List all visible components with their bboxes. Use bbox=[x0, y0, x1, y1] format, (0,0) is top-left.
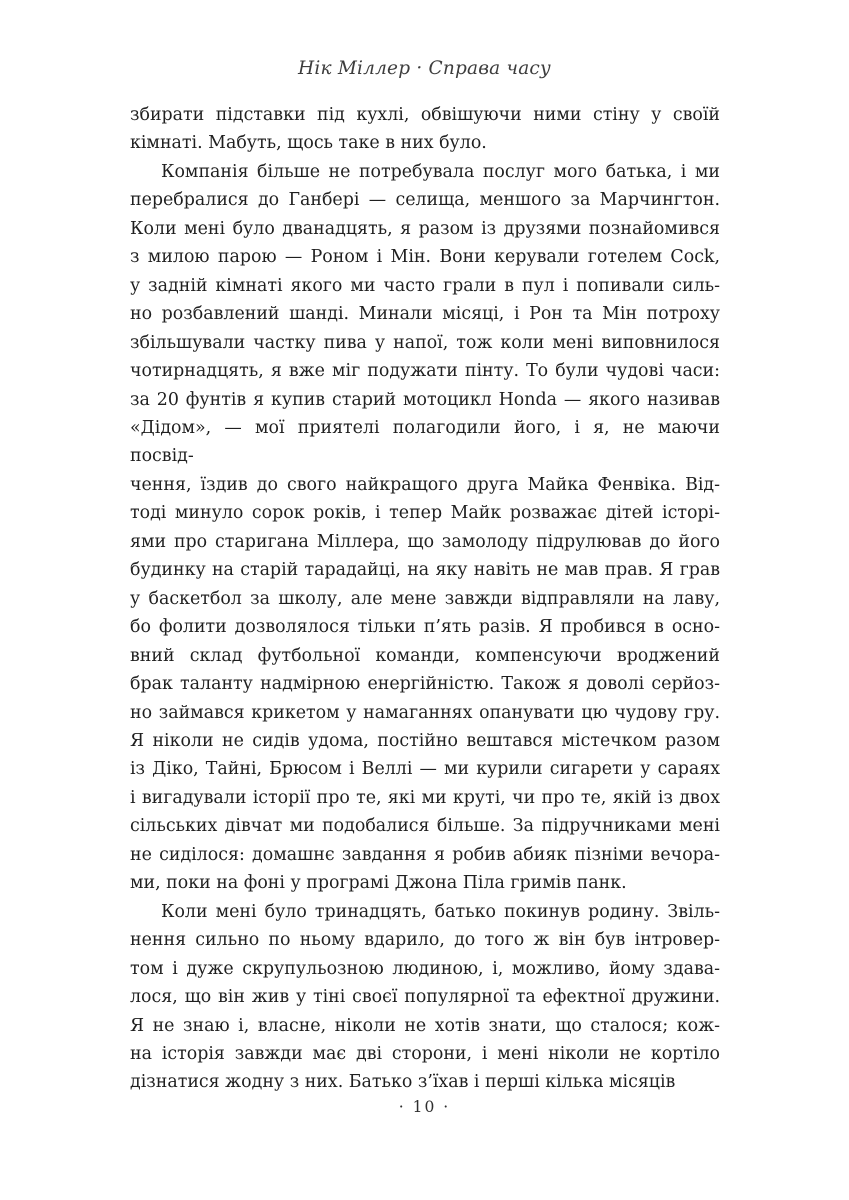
text-line: вний склад футбольної команди, компенсуючи вроджений bbox=[130, 645, 720, 666]
text-line: но займався крикетом у намаганнях опанувати цю чудову гру. bbox=[130, 702, 720, 723]
text-line: бо фолити дозволялося тільки п’ять разів. Я пробився в осно- bbox=[130, 617, 720, 638]
text-line: збирати підставки під кухлі, обвішуючи ними стіну у своїй bbox=[130, 105, 720, 125]
text-line: Я не знаю і, власне, ніколи не хотів знати, що сталося; кож- bbox=[130, 1015, 720, 1036]
text-line: том і дуже скрупульозною людиною, і, можливо, йому здава- bbox=[130, 958, 720, 979]
running-header: Нік Міллер · Справа часу bbox=[298, 58, 551, 79]
text-line: Я ніколи не сидів удома, постійно вештався містечком разом bbox=[130, 730, 720, 751]
text-line: но розбавлений шанді. Минали місяці, і Рон та Мін потроху bbox=[130, 304, 720, 325]
text-line: ями про старигана Міллера, що замолоду підрулював до його bbox=[130, 531, 720, 552]
text-line: сільських дівчат ми подобалися більше. За підручниками мені bbox=[130, 816, 720, 837]
text-line: нення сильно по ньому вдарило, до того ж він був інтровер- bbox=[130, 930, 720, 951]
text-line: брак таланту надмірною енергійністю. Також я доволі серйоз- bbox=[130, 674, 720, 695]
paragraph bbox=[130, 101, 720, 158]
text-line: Коли мені було дванадцять, я разом із друзями познайомився bbox=[130, 218, 720, 239]
text-line: дізнатися жодну з них. Батько з’їхав і перші кілька місяців bbox=[130, 1072, 676, 1093]
text-line: будинку на старій тарадайці, на яку навіть не мав прав. Я грав bbox=[130, 560, 720, 581]
text-line: із Діко, Тайні, Брюсом і Веллі — ми курили сигарети у сараях bbox=[130, 759, 720, 780]
text-line: збільшували частку пива у напої, тож коли мені виповнилося bbox=[130, 332, 720, 353]
text-line: «Дідом», — мої приятелі полагодили його, і я, не маючи посвід- bbox=[130, 417, 720, 467]
text-line: за 20 фунтів я купив старий мотоцикл Honda — якого називав bbox=[130, 389, 720, 410]
text-line: з милою парою — Роном і Мін. Вони керували готелем Cock, bbox=[130, 247, 720, 268]
text-line: Коли мені було тринадцять, батько покинув родину. Звіль- bbox=[161, 901, 720, 922]
text-line: Компанія більше не потребувала послуг мого батька, і ми bbox=[161, 161, 720, 182]
text-line: тоді минуло сорок років, і тепер Майк розважає дітей історі- bbox=[130, 503, 720, 524]
text-line: ми, поки на фоні у програмі Джона Піла гримів панк. bbox=[130, 873, 627, 894]
text-line: не сиділося: домашнє завдання я робив абияк пізніми вечора- bbox=[130, 844, 720, 865]
text-line: і вигадували історії про те, які ми круті, чи про те, якій із двох bbox=[130, 787, 720, 808]
text-line: на історія завжди має дві сторони, і мені ніколи не кортіло bbox=[130, 1043, 720, 1064]
text-line: лося, що він жив у тіні своєї популярної та ефектної дружини. bbox=[130, 987, 720, 1008]
text-line: чення, їздив до свого найкращого друга Майка Фенвіка. Від- bbox=[130, 474, 720, 495]
text-line: кімнаті. Мабуть, щось таке в них було. bbox=[130, 133, 487, 154]
text-line: перебралися до Ганбері — селища, меншого за Марчингтон. bbox=[130, 190, 720, 211]
text-block bbox=[130, 101, 720, 1097]
paragraph bbox=[130, 158, 720, 898]
paragraph bbox=[130, 898, 720, 1097]
page-number: · 10 · bbox=[398, 1098, 451, 1116]
text-line: чотирнадцять, я вже міг подужати пінту. То були чудові часи: bbox=[130, 361, 720, 382]
text-line: у баскетбол за школу, але мене завжди відправляли на лаву, bbox=[130, 588, 720, 609]
text-line: у задній кімнаті якого ми часто грали в пул і попивали силь- bbox=[130, 275, 720, 296]
